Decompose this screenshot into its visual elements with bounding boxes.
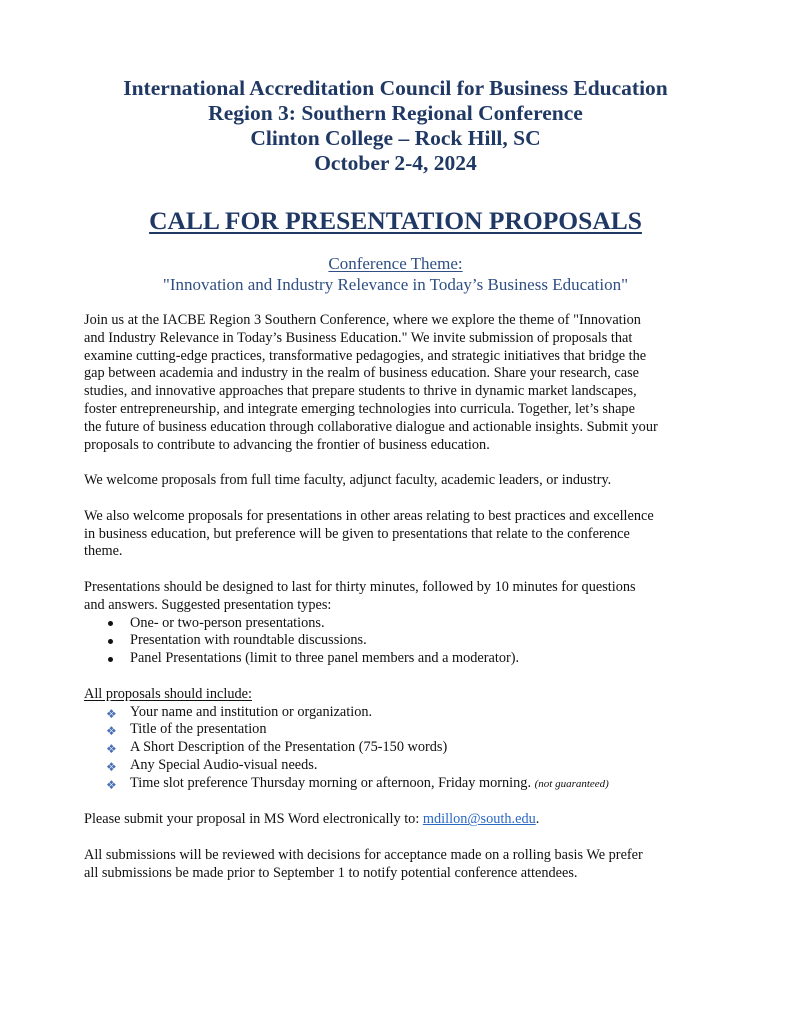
intro-line: foster entrepreneurship, and integrate emerging technologies into curricula. Together, let’s shape xyxy=(84,400,635,417)
presentations-line: Presentations should be designed to last for thirty minutes, followed by 10 minutes for questions xyxy=(84,578,636,595)
list-item: Panel Presentations (limit to three panel members and a moderator). xyxy=(84,650,724,668)
header-dates: October 2-4, 2024 xyxy=(314,151,477,175)
review-line: All submissions will be reviewed with decisions for acceptance made on a rolling basis We prefer xyxy=(84,846,643,863)
theme-text: "Innovation and Industry Relevance in Today’s Business Education" xyxy=(162,275,629,294)
not-guaranteed-note: (not guaranteed) xyxy=(534,777,609,790)
diamond-bullet-icon: ❖ xyxy=(106,742,117,757)
diamond-bullet-icon: ❖ xyxy=(106,777,117,792)
list-item: One- or two-person presentations. xyxy=(84,615,724,633)
header-region: Region 3: Southern Regional Conference xyxy=(208,101,583,125)
presentation-types-list xyxy=(84,615,724,668)
list-item: Presentation with roundtable discussions. xyxy=(84,632,724,650)
intro-line: examine cutting-edge practices, transformative pedagogies, and strategic initiatives that bridge the xyxy=(84,347,647,364)
list-item xyxy=(84,775,724,794)
diamond-bullet-icon: ❖ xyxy=(106,706,117,721)
diamond-bullet-icon: ❖ xyxy=(106,759,117,774)
conference-header xyxy=(0,76,791,176)
submit-text: Please submit your proposal in MS Word electronically to: xyxy=(84,811,423,828)
list-item xyxy=(84,739,724,757)
welcome-text: We welcome proposals from full time faculty, adjunct faculty, academic leaders, or industry. xyxy=(84,472,612,489)
review-paragraph xyxy=(84,847,724,883)
list-item xyxy=(84,757,724,775)
intro-line: proposals to contribute to advancing the frontier of business education. xyxy=(84,436,490,453)
list-item xyxy=(84,721,724,739)
submit-end: . xyxy=(535,811,540,828)
list-item-text: A Short Description of the Presentation (75-150 words) xyxy=(130,739,448,756)
submit-paragraph xyxy=(84,811,724,829)
also-welcome-line: We also welcome proposals for presentations in other areas relating to best practices and excellence xyxy=(84,507,654,524)
list-item-text: Your name and institution or organization. xyxy=(130,703,373,720)
list-item-text: Title of the presentation xyxy=(130,721,267,738)
intro-line: Join us at the IACBE Region 3 Southern Conference, where we explore the theme of "Innovation xyxy=(84,312,641,328)
include-heading-paragraph xyxy=(84,686,724,704)
intro-paragraph xyxy=(84,312,724,454)
intro-line: the future of business education through collaborative dialogue and actionable insights. Submit your xyxy=(84,418,658,435)
review-line: all submissions be made prior to September 1 to notify potential conference attendees. xyxy=(84,864,578,881)
welcome-paragraph xyxy=(84,472,724,490)
header-organization: International Accreditation Council for Business Education xyxy=(123,76,668,100)
call-for-proposals-title: CALL FOR PRESENTATION PROPOSALS xyxy=(149,206,642,235)
intro-line: gap between academia and industry in the realm of business education. Share your research, case xyxy=(84,365,639,382)
list-item-text: Time slot preference Thursday morning or afternoon, Friday morning. xyxy=(130,774,532,791)
document-body xyxy=(84,312,724,900)
include-list xyxy=(84,704,724,794)
diamond-bullet-icon: ❖ xyxy=(106,724,117,739)
conference-theme xyxy=(0,253,791,295)
presentations-paragraph xyxy=(84,579,724,615)
presentations-line: and answers. Suggested presentation types: xyxy=(84,596,332,613)
also-welcome-paragraph xyxy=(84,508,724,561)
intro-line: studies, and innovative approaches that prepare students to thrive in dynamic market landscapes, xyxy=(84,383,637,400)
also-welcome-line: in business education, but preference will be given to presentations that relate to the conference xyxy=(84,525,630,542)
list-item-text: Any Special Audio-visual needs. xyxy=(130,756,318,773)
header-location: Clinton College – Rock Hill, SC xyxy=(250,126,541,150)
also-welcome-line: theme. xyxy=(84,543,123,560)
list-item xyxy=(84,704,724,722)
theme-label: Conference Theme: xyxy=(328,254,463,273)
include-heading: All proposals should include: xyxy=(84,685,252,702)
submit-email-link[interactable]: mdillon@south.edu xyxy=(422,811,536,828)
intro-line: and Industry Relevance in Today’s Business Education." We invite submission of proposals that xyxy=(84,329,633,346)
